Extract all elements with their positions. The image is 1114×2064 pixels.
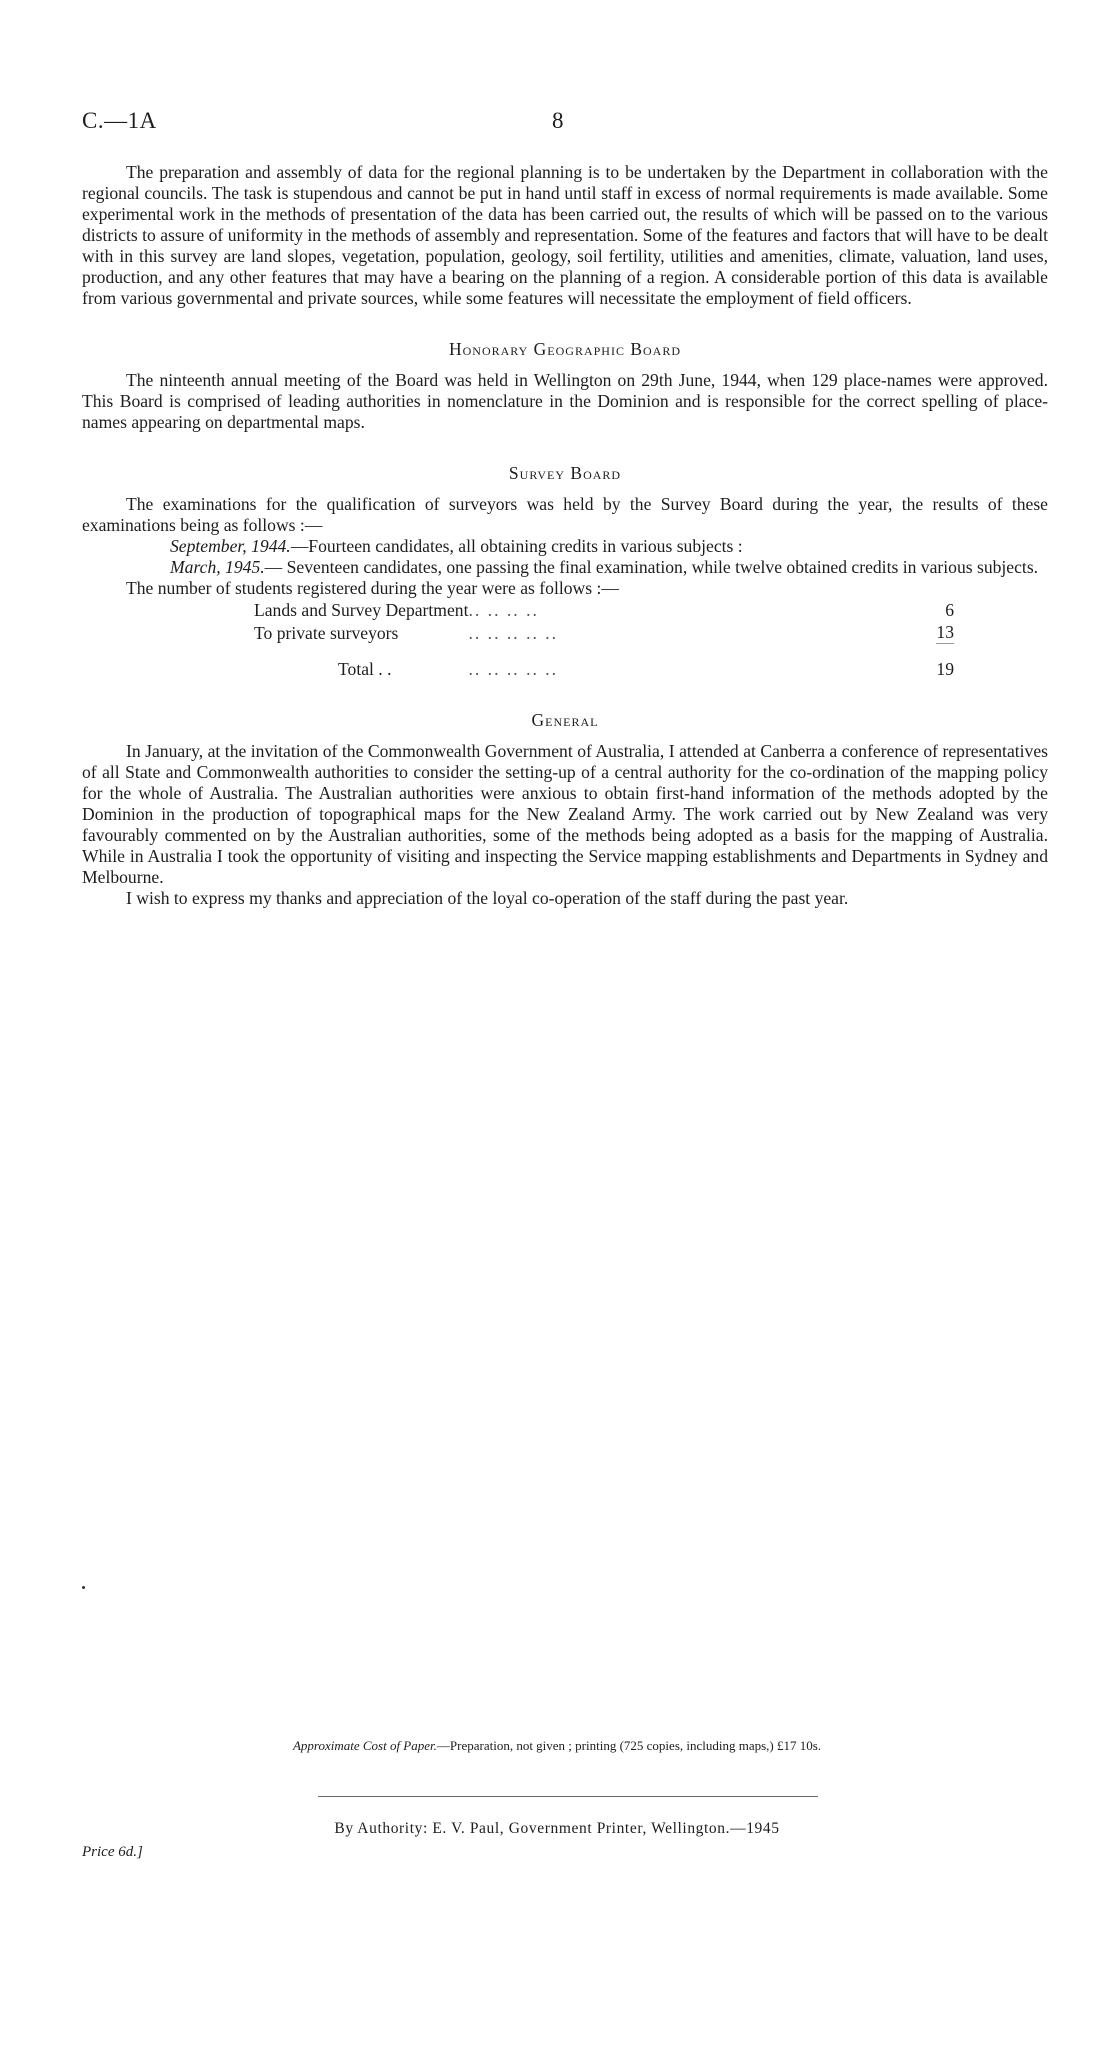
total-value: 19 (936, 644, 954, 681)
leader-dots: .. .. .. .. (468, 600, 539, 620)
cost-text: —Preparation, not given ; printing (725 copies, including maps,) £17 10s. (436, 1738, 822, 1753)
table-row (254, 599, 954, 621)
exam-march-1945 (82, 557, 1048, 578)
table-row (254, 621, 954, 644)
exam-date: September, 1944. (170, 536, 291, 556)
general-paragraph-thanks: I wish to express my thanks and appreciation of the loyal co-operation of the staff during the past year. (126, 888, 849, 908)
leader-dots: .. .. .. .. .. (468, 622, 559, 643)
row-value: 6 (945, 600, 954, 620)
survey-board-intro: The examinations for the qualification of surveyors was held by the Survey Board during the year, the results of these examinations being as follows :— (82, 494, 1048, 535)
page-header (82, 108, 1032, 142)
general-paragraph-australia: In January, at the invitation of the Commonwealth Government of Australia, I attended at Canberra a conference of representatives of all State and Commonwealth authorities to consider the setting-up of a central authority for the co-ordination of the mapping policy for the whole of Australia. The Australian authorities were anxious to obtain first-hand information of the methods adopted by the Dominion in the production of topographical maps for the New Zealand Army. The work carried out by New Zealand was very favourably commented on by the Australian authorities, some of the methods being adopted as a basis for the mapping of Australia. While in Australia I took the opportunity of visiting and inspecting the Service mapping establishments and Departments in Sydney and Melbourne. (82, 741, 1048, 887)
total-row (254, 644, 954, 681)
price-label: Price 6d.] (82, 1844, 143, 1860)
exam-result: —Fourteen candidates, all obtaining credits in various subjects : (290, 536, 743, 556)
general-heading: General (531, 710, 599, 730)
row-label: Lands and Survey Department (254, 600, 469, 620)
document-body (82, 162, 1048, 909)
registered-students-intro: The number of students registered during the year were as follows :— (126, 578, 619, 598)
registered-students-table (254, 599, 954, 680)
cost-label: Approximate Cost of Paper. (292, 1738, 437, 1753)
exam-result: — Seventeen candidates, one passing the final examination, while twelve obtained credits in various subjects. (264, 557, 1039, 577)
total-label: Total . . (338, 659, 392, 679)
geographic-board-heading: Honorary Geographic Board (448, 339, 682, 359)
regional-planning-paragraph: The preparation and assembly of data for the regional planning is to be undertaken by the Department in collaboration with the regional councils. The task is stupendous and cannot be put in hand until staff in excess of normal requirements is made available. Some experimental work in the methods of presentation of the data has been carried out, the results of which will be passed on to the various districts to assure of uniformity in the methods of assembly and representation. Some of the features and factors that will have to be dealt with in this survey are land slopes, vegetation, population, geology, soil fertility, utilities and amenities, climate, valuation, land uses, production, and any other features that may have a bearing on the planning of a region. A considerable portion of this data is available from various governmental and private sources, while some features will necessitate the employment of field officers. (82, 162, 1048, 308)
page-number: 8 (552, 108, 564, 133)
footer-divider (318, 1796, 818, 1797)
printer-authority-line: By Authority: E. V. Paul, Government Printer, Wellington.—1945 (334, 1820, 780, 1837)
document-code: C.—1A (82, 108, 157, 133)
row-label: To private surveyors (254, 622, 399, 643)
exam-date: March, 1945. (170, 557, 265, 577)
survey-board-heading: Survey Board (508, 463, 622, 483)
exam-september-1944 (82, 536, 1048, 557)
cost-of-paper-note (0, 1738, 1114, 1754)
stray-mark (82, 1586, 85, 1589)
leader-dots: .. .. .. .. .. (468, 659, 559, 679)
row-value: 13 (936, 622, 954, 642)
geographic-board-paragraph: The ninteenth annual meeting of the Board was held in Wellington on 29th June, 1944, when 129 place-names were approved. This Board is comprised of leading authorities in nomenclature in the Dominion and is responsible for the correct spelling of place-names appearing on departmental maps. (82, 370, 1048, 432)
